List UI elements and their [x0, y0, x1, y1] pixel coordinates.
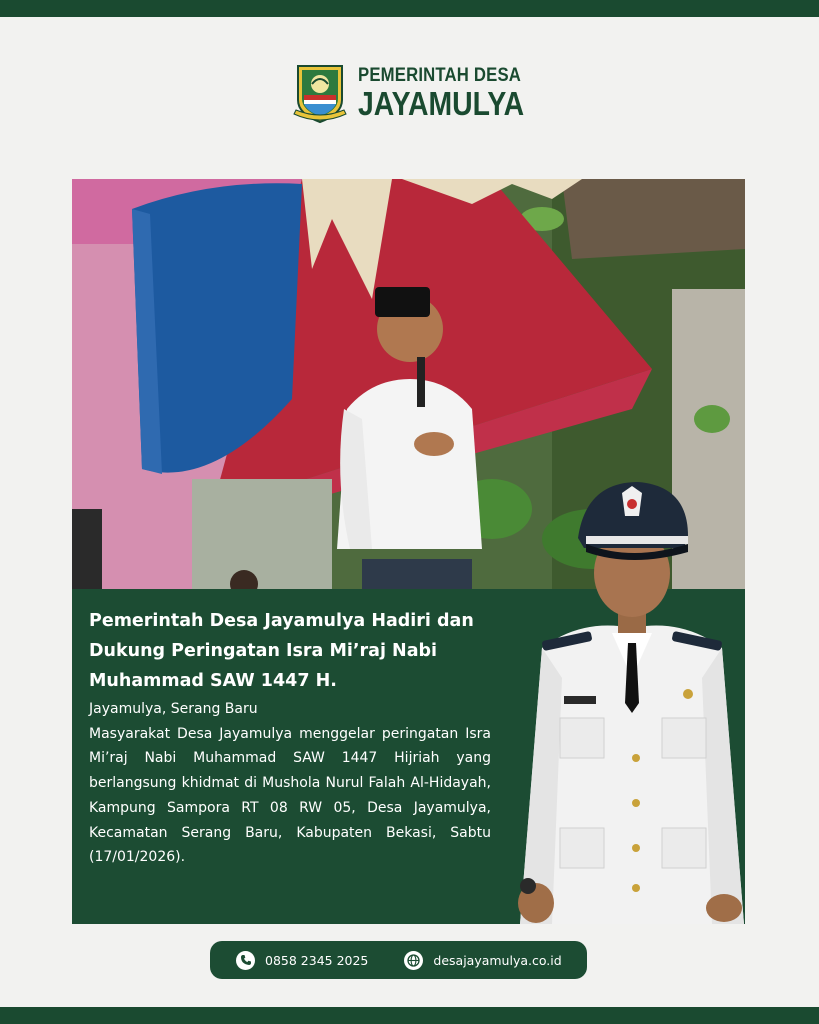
- phone-number[interactable]: 0858 2345 2025: [265, 952, 369, 968]
- globe-icon: [404, 951, 423, 970]
- phone-icon: [236, 951, 255, 970]
- brand-title-bottom: JAYAMULYA: [358, 85, 525, 122]
- website-link[interactable]: desajayamulya.co.id: [433, 952, 562, 968]
- village-official-portrait: [512, 478, 752, 924]
- article-paragraph: Masyarakat Desa Jayamulya menggelar peringatan Isra Mi’raj Nabi Muhammad SAW 1447 Hijriah yang berlangsung khidmat di Mushola Nurul Falah Al-Hidayah, Kampung Sampora RT 08 RW 05, Desa Jayamulya, Kecamatan Serang Baru, Kabupaten Bekasi, Sabtu (17/01/2026).: [89, 725, 491, 866]
- header: [292, 62, 551, 124]
- top-accent-bar: [0, 0, 819, 17]
- article-headline: Pemerintah Desa Jayamulya Hadiri dan Dukung Peringatan Isra Mi’raj Nabi Muhammad SAW 1447 H.: [89, 611, 474, 691]
- village-emblem-logo: [292, 62, 348, 124]
- article-location: Jayamulya, Serang Baru: [89, 701, 258, 717]
- bottom-accent-bar: [0, 1007, 819, 1024]
- article-body: [89, 697, 491, 870]
- brand-title-top: PEMERINTAH DESA: [358, 65, 522, 86]
- contact-bar: [210, 941, 587, 979]
